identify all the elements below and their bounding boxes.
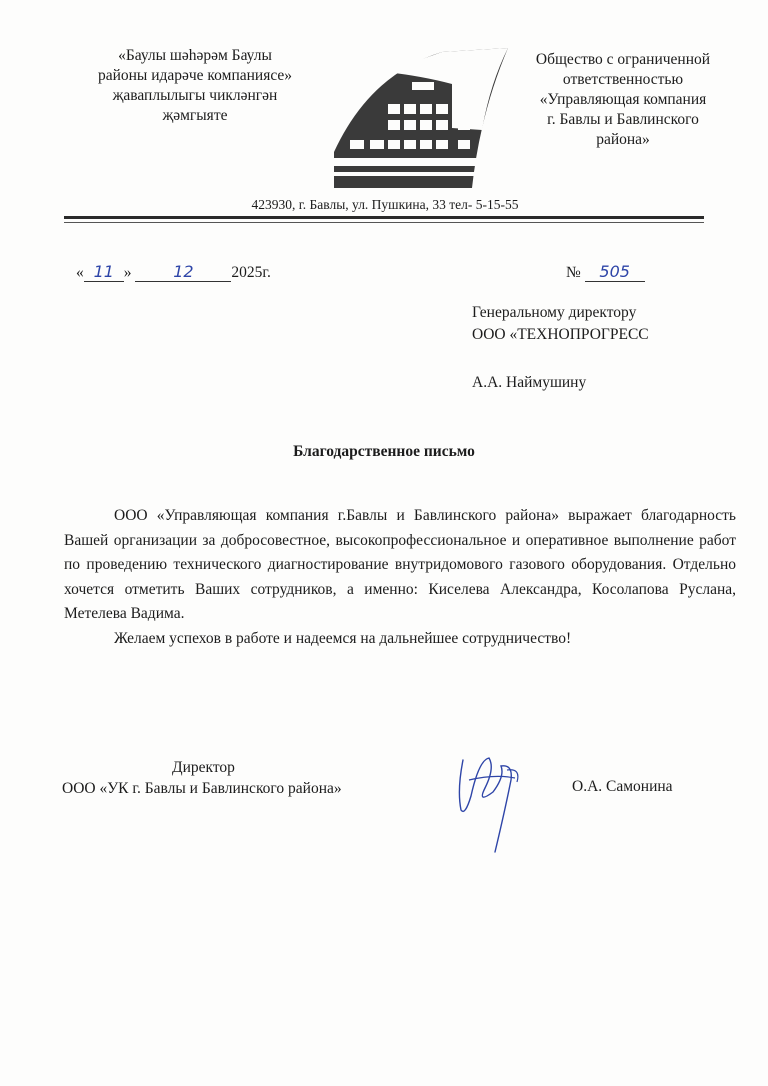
header-right-line: г. Бавлы и Бавлинского — [547, 111, 699, 128]
company-logo-building-icon — [330, 44, 510, 194]
header-left-line: «Баулы шәһәрәм Баулы — [118, 47, 272, 64]
letter-body — [64, 504, 736, 651]
header-left-line: җаваплылыгы чикләнгән — [112, 87, 278, 104]
body-paragraph: ООО «Управляющая компания г.Бавлы и Бавлинского района» выражает благодарность Вашей организации за добросовестное, высокопрофессиональное и оперативное выполнение работ по проведению технического диагностирование внутридомового газового оборудования. Отдельно хочется отметить Ваших сотрудников, а именно: Киселева Александра, Косолапова Руслана, Метелева Вадима. — [64, 507, 736, 622]
date-year: 2025г. — [231, 264, 271, 281]
recipient-position: Генеральному директору — [472, 304, 637, 321]
header-right-line: «Управляющая компания — [539, 91, 707, 108]
letter-title: Благодарственное письмо — [293, 443, 475, 460]
date-open-quote: « — [76, 264, 84, 281]
header-left-line: җәмгыяте — [162, 107, 228, 124]
company-address: 423930, г. Бавлы, ул. Пушкина, 33 тел- 5-15-55 — [251, 197, 519, 212]
header-right-russian — [508, 50, 738, 150]
letter-number — [566, 262, 645, 282]
recipient-block — [472, 302, 649, 394]
handwritten-signature-icon — [455, 740, 535, 855]
body-paragraph: Желаем успехов в работе и надеемся на дальнейшее сотрудничество! — [114, 629, 572, 647]
date-month: 12 — [173, 262, 194, 281]
header-right-line: ответственностью — [562, 71, 684, 88]
header-divider — [64, 216, 704, 219]
signatory-block — [62, 757, 392, 799]
date-day: 11 — [93, 262, 114, 281]
letter-date — [76, 262, 271, 282]
signatory-position: Директор — [172, 759, 235, 776]
date-close-quote: » — [123, 264, 132, 281]
header-left-tatar — [60, 46, 330, 126]
signatory-organization: ООО «УК г. Бавлы и Бавлинского района» — [62, 780, 342, 797]
recipient-name: А.А. Наймушину — [472, 374, 587, 391]
header-left-line: районы идарәче компаниясе» — [97, 67, 293, 84]
header-right-line: района» — [596, 131, 650, 148]
recipient-organization: ООО «ТЕХНОПРОГРЕСС — [472, 326, 649, 343]
number-label: № — [566, 264, 581, 281]
header-right-line: Общество с ограниченной — [535, 51, 711, 68]
number-value: 505 — [599, 262, 630, 281]
signatory-name: О.А. Самонина — [572, 778, 673, 795]
header-divider-thin — [64, 222, 704, 223]
